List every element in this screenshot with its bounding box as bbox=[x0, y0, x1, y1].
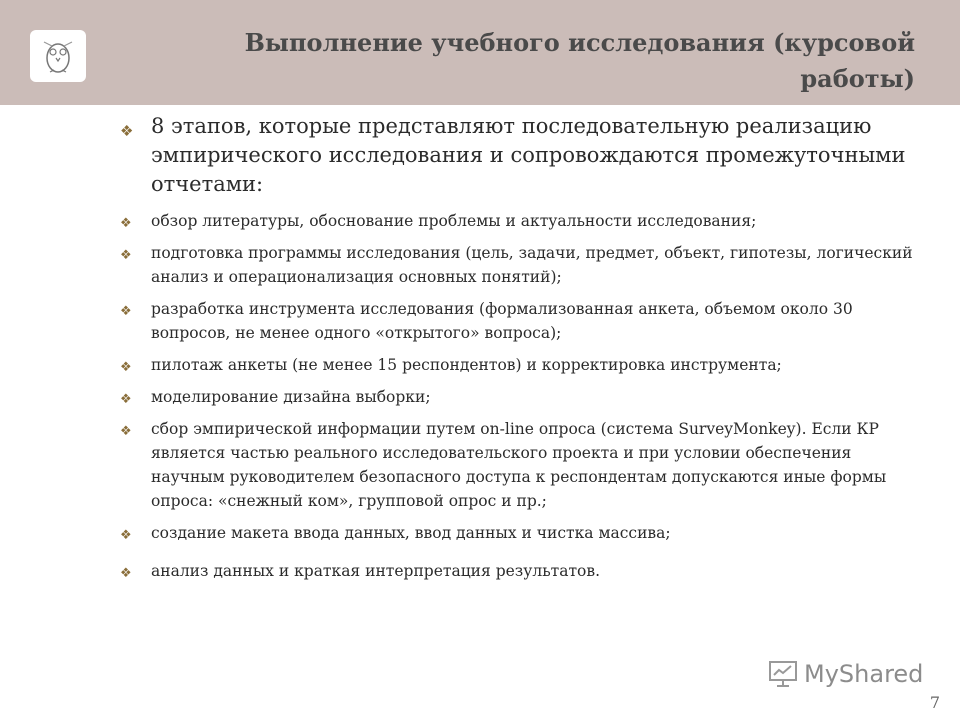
bullet-icon: ❖ bbox=[120, 248, 132, 263]
list-item-text: создание макета ввода данных, ввод данных и чистка массива; bbox=[151, 524, 671, 542]
bullet-icon: ❖ bbox=[120, 424, 132, 439]
list-item bbox=[115, 209, 915, 233]
bullet-icon: ❖ bbox=[120, 122, 134, 140]
list-item bbox=[115, 385, 915, 409]
slide-header bbox=[0, 0, 960, 105]
watermark-text: MyShared bbox=[804, 660, 924, 688]
bullet-icon: ❖ bbox=[120, 304, 132, 319]
bullet-icon: ❖ bbox=[120, 392, 132, 407]
list-item-text: пилотаж анкеты (не менее 15 респондентов) и корректировка инструмента; bbox=[151, 356, 782, 374]
list-item bbox=[115, 521, 915, 545]
bullet-icon: ❖ bbox=[120, 216, 132, 231]
logo-image bbox=[30, 30, 86, 82]
list-item-text: обзор литературы, обоснование проблемы и актуальности исследования; bbox=[151, 212, 757, 230]
list-item-text: сбор эмпирической информации путем on-line опроса (система SurveyMonkey). Если КР является частью реального исследовательского проекта и при условии обеспечения научным руководителем безопасного доступа к респондентам допускаются иные формы опроса: «снежный ком», групповой опрос и пр.; bbox=[151, 420, 887, 510]
bullet-icon: ❖ bbox=[120, 528, 132, 543]
list-item bbox=[115, 297, 915, 345]
myshared-watermark bbox=[768, 657, 923, 691]
owl-logo-icon bbox=[30, 30, 86, 82]
presentation-board-icon bbox=[768, 659, 798, 689]
list-item-text: разработка инструмента исследования (формализованная анкета, объемом около 30 вопросов, не менее одного «открытого» вопроса); bbox=[151, 300, 853, 342]
list-item-text: подготовка программы исследования (цель, задачи, предмет, объект, гипотезы, логический анализ и операционализация основных понятий); bbox=[151, 244, 913, 286]
slide-title: Выполнение учебного исследования (курсовой работы) bbox=[244, 28, 915, 93]
list-item bbox=[115, 417, 915, 513]
page-number: 7 bbox=[929, 693, 940, 712]
bullet-icon: ❖ bbox=[120, 566, 132, 581]
lead-item bbox=[115, 112, 915, 199]
bullet-icon: ❖ bbox=[120, 360, 132, 375]
list-item bbox=[115, 241, 915, 289]
list-item-text: анализ данных и краткая интерпретация результатов. bbox=[151, 562, 601, 580]
list-item bbox=[115, 353, 915, 377]
list-item-text: моделирование дизайна выборки; bbox=[151, 388, 431, 406]
slide-content bbox=[115, 112, 915, 591]
list-item bbox=[115, 559, 915, 583]
lead-text: 8 этапов, которые представляют последовательную реализацию эмпирического исследования и сопровождаются промежуточными отчетами: bbox=[151, 114, 906, 196]
